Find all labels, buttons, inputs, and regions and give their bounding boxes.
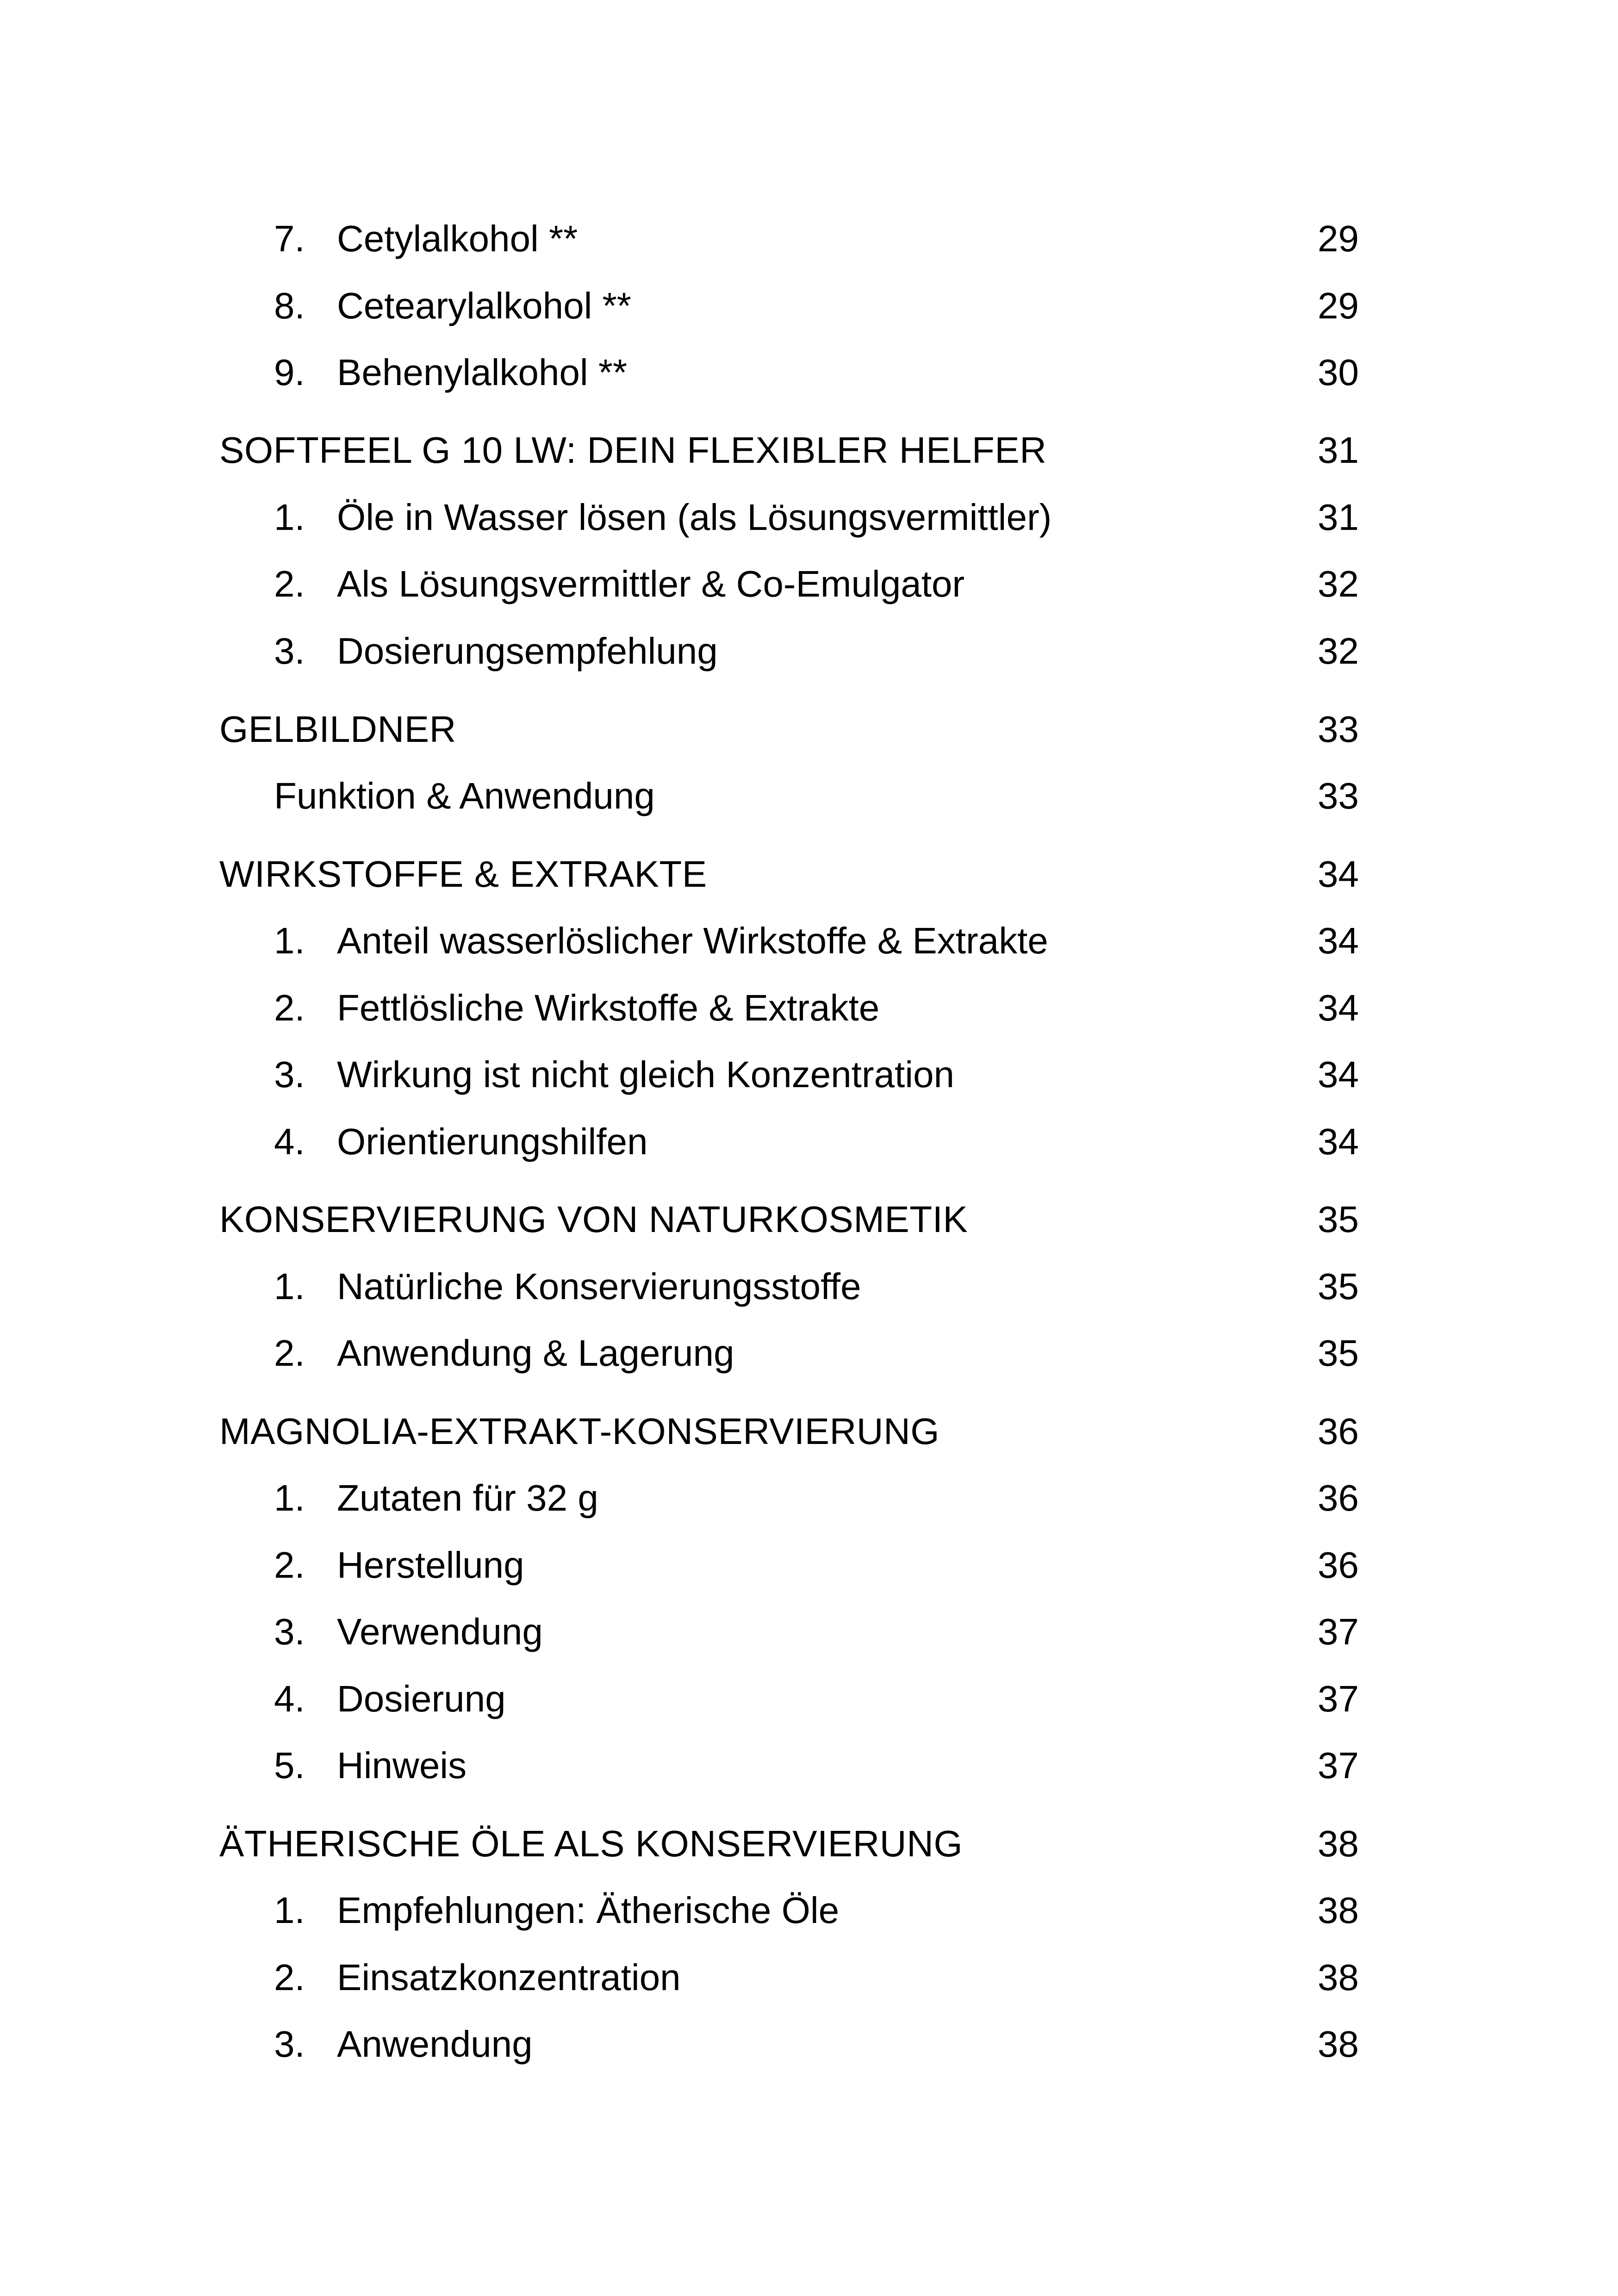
entry-number: 2. <box>274 1957 305 1998</box>
entry-title: Natürliche Konservierungsstoffe <box>337 1266 861 1307</box>
toc-section <box>0 849 1618 900</box>
page-number: 34 <box>1318 1054 1359 1095</box>
toc-subentry <box>0 983 1618 1033</box>
entry-number: 5. <box>274 1745 305 1786</box>
page-number: 32 <box>1318 563 1359 604</box>
entry-number: 2. <box>274 987 305 1028</box>
page-number: 37 <box>1318 1745 1359 1786</box>
toc-subentry <box>0 771 1618 821</box>
section-title: WIRKSTOFFE & EXTRAKTE <box>219 853 707 895</box>
toc-subentry <box>0 1885 1618 1936</box>
page-number: 31 <box>1318 429 1359 471</box>
entry-number: 2. <box>274 1544 305 1586</box>
entry-title: Öle in Wasser lösen (als Lösungsvermittler) <box>337 497 1052 538</box>
page-number: 29 <box>1318 285 1359 326</box>
page-number: 33 <box>1318 775 1359 816</box>
toc-subentry <box>0 1540 1618 1591</box>
toc-subentry <box>0 2019 1618 2070</box>
page-number: 36 <box>1318 1544 1359 1586</box>
page-number: 35 <box>1318 1199 1359 1240</box>
entry-title: Anteil wasserlöslicher Wirkstoffe & Extrakte <box>337 920 1048 961</box>
entry-number: 3. <box>274 1054 305 1095</box>
page-number: 37 <box>1318 1678 1359 1719</box>
entry-number: 1. <box>274 920 305 961</box>
page-number: 37 <box>1318 1611 1359 1652</box>
page-number: 36 <box>1318 1411 1359 1452</box>
page-number: 38 <box>1318 1823 1359 1864</box>
entry-number: 1. <box>274 1890 305 1931</box>
entry-number: 2. <box>274 563 305 604</box>
entry-title: Einsatzkonzentration <box>337 1957 681 1998</box>
toc-subentry <box>0 1606 1618 1657</box>
toc-section <box>0 1818 1618 1869</box>
entry-title: Behenylalkohol ** <box>337 352 628 393</box>
entry-title: Empfehlungen: Ätherische Öle <box>337 1890 840 1931</box>
entry-title: Verwendung <box>337 1611 543 1652</box>
toc-subentry <box>0 1261 1618 1312</box>
toc-subentry <box>0 1328 1618 1379</box>
toc-section <box>0 1194 1618 1245</box>
entry-title: Anwendung <box>337 2023 533 2065</box>
toc-section <box>0 1406 1618 1457</box>
section-title: GELBILDNER <box>219 709 456 750</box>
page-number: 34 <box>1318 853 1359 895</box>
entry-title: Dosierung <box>337 1678 506 1719</box>
toc-section <box>0 704 1618 755</box>
entry-number: 4. <box>274 1678 305 1719</box>
toc-subentry <box>0 1049 1618 1100</box>
section-title: KONSERVIERUNG VON NATURKOSMETIK <box>219 1199 968 1240</box>
toc-subentry <box>0 1740 1618 1791</box>
toc-section <box>0 425 1618 476</box>
entry-title: Wirkung ist nicht gleich Konzentration <box>337 1054 954 1095</box>
entry-title: Herstellung <box>337 1544 524 1586</box>
section-title: ÄTHERISCHE ÖLE ALS KONSERVIERUNG <box>219 1823 963 1864</box>
toc-subentry <box>0 347 1618 398</box>
toc-subentry <box>0 213 1618 264</box>
toc-subentry <box>0 559 1618 610</box>
entry-title: Als Lösungsvermittler & Co-Emulgator <box>337 563 965 604</box>
section-title: SOFTFEEL G 10 LW: DEIN FLEXIBLER HELFER <box>219 429 1047 471</box>
page-number: 34 <box>1318 1121 1359 1162</box>
entry-number: 3. <box>274 630 305 672</box>
entry-number: 4. <box>274 1121 305 1162</box>
page-number: 34 <box>1318 920 1359 961</box>
entry-title: Fettlösliche Wirkstoffe & Extrakte <box>337 987 880 1028</box>
entry-number: 8. <box>274 285 305 326</box>
page-number: 38 <box>1318 1957 1359 1998</box>
entry-number: 7. <box>274 218 305 259</box>
page-number: 29 <box>1318 218 1359 259</box>
entry-title: Cetylalkohol ** <box>337 218 578 259</box>
toc-subentry <box>0 1116 1618 1167</box>
entry-number: 1. <box>274 497 305 538</box>
toc-subentry <box>0 1674 1618 1724</box>
page-number: 34 <box>1318 987 1359 1028</box>
entry-number: 2. <box>274 1332 305 1374</box>
entry-number: 3. <box>274 1611 305 1652</box>
entry-title: Funktion & Anwendung <box>274 775 655 816</box>
page-number: 32 <box>1318 630 1359 672</box>
entry-title: Hinweis <box>337 1745 467 1786</box>
page-number: 35 <box>1318 1332 1359 1374</box>
toc-subentry <box>0 915 1618 966</box>
page-number: 38 <box>1318 2023 1359 2065</box>
toc-subentry <box>0 626 1618 677</box>
entry-number: 9. <box>274 352 305 393</box>
page-number: 33 <box>1318 709 1359 750</box>
section-title: MAGNOLIA-EXTRAKT-KONSERVIERUNG <box>219 1411 940 1452</box>
entry-title: Dosierungsempfehlung <box>337 630 718 672</box>
entry-number: 1. <box>274 1477 305 1518</box>
entry-number: 3. <box>274 2023 305 2065</box>
toc-subentry <box>0 1952 1618 2003</box>
toc-subentry <box>0 1473 1618 1524</box>
toc-subentry <box>0 280 1618 331</box>
page-number: 36 <box>1318 1477 1359 1518</box>
entry-title: Cetearylalkohol ** <box>337 285 631 326</box>
entry-number: 1. <box>274 1266 305 1307</box>
page-number: 38 <box>1318 1890 1359 1931</box>
page-number: 35 <box>1318 1266 1359 1307</box>
page-number: 30 <box>1318 352 1359 393</box>
toc-subentry <box>0 492 1618 543</box>
entry-title: Orientierungshilfen <box>337 1121 648 1162</box>
page-number: 31 <box>1318 497 1359 538</box>
entry-title: Zutaten für 32 g <box>337 1477 598 1518</box>
entry-title: Anwendung & Lagerung <box>337 1332 734 1374</box>
